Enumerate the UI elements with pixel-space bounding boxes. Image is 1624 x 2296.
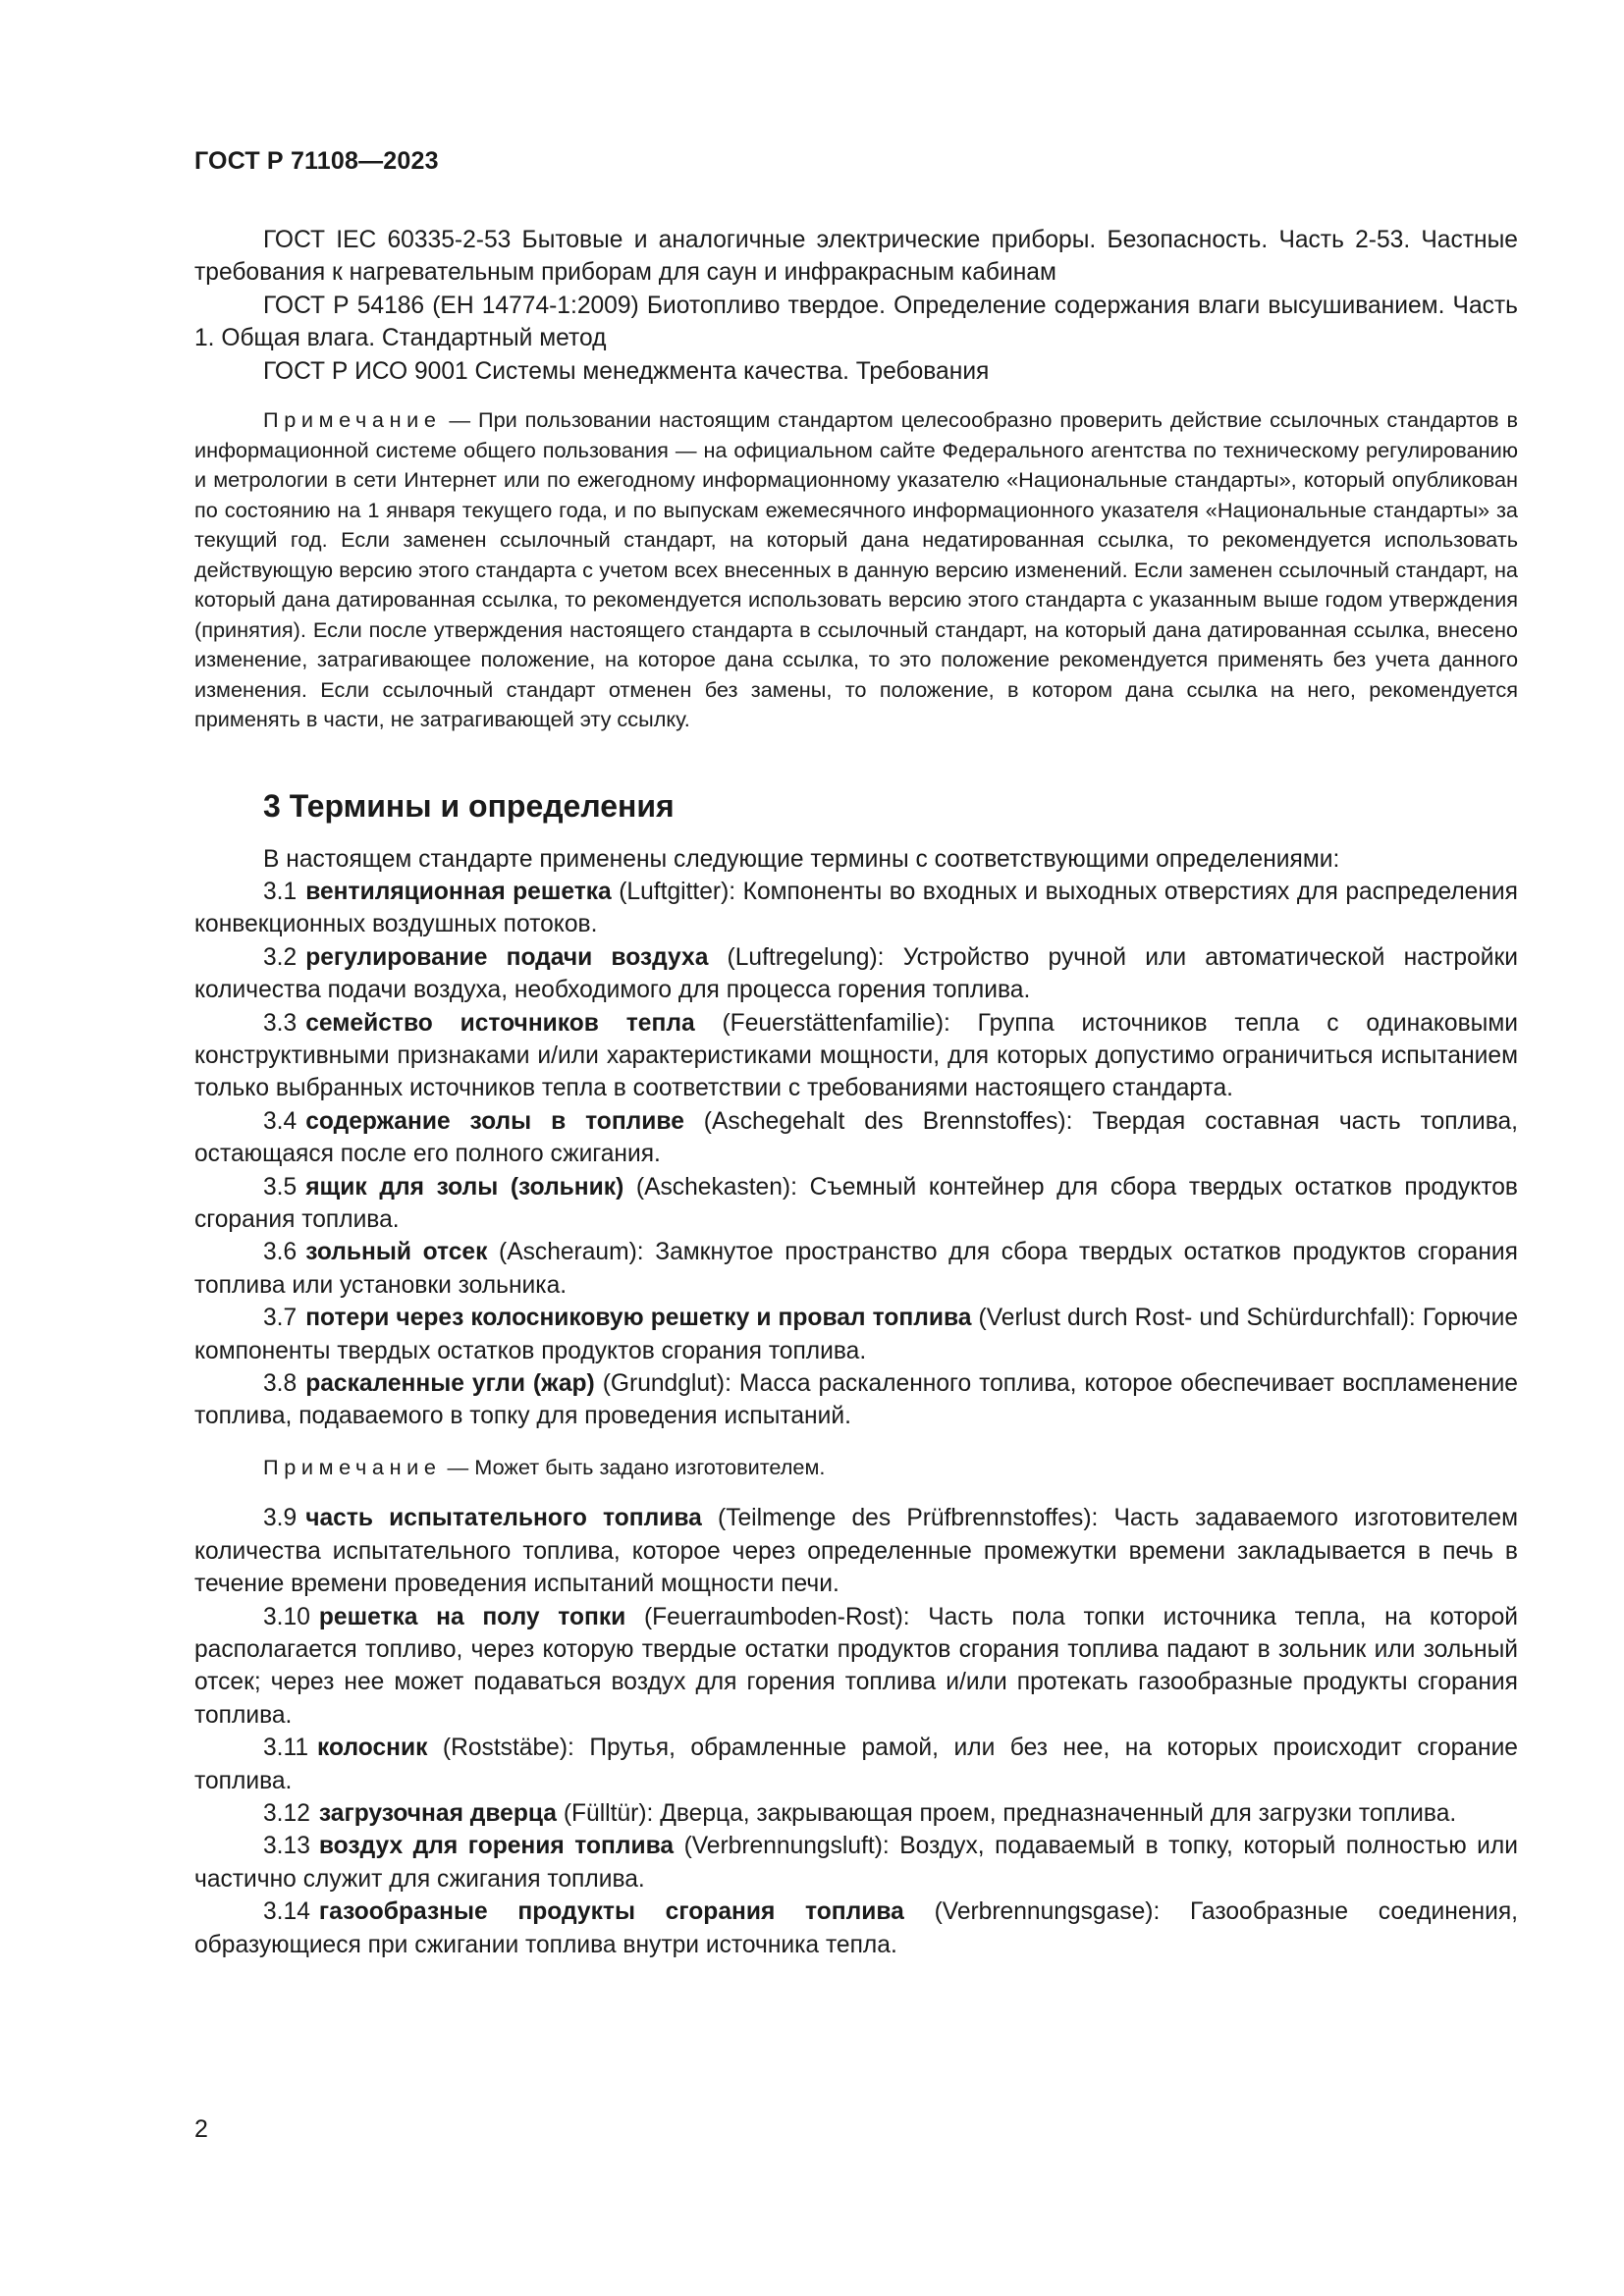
term-number: 3.13	[263, 1833, 310, 1860]
term-definition	[194, 1007, 1518, 1105]
term-text: (Verbrennungsgase): Газообразные соединения, образующиеся при сжигании топлива внутри источника тепла.	[194, 1898, 1518, 1958]
term-definition	[194, 1302, 1518, 1367]
term-definition	[194, 1601, 1518, 1733]
term-text: (Luftregelung): Устройство ручной или автоматической настройки количества подачи воздуха, необходимого для процесса горения топлива.	[194, 943, 1518, 1004]
term-name: газообразные продукты сгорания топлива	[318, 1898, 904, 1926]
term-text: (Aschegehalt des Brennstoffes): Твердая составная часть топлива, остающаяся после его полного сжигания.	[194, 1107, 1518, 1168]
note-label: Примечание	[263, 407, 442, 433]
term-text: (Teilmenge des Prüfbrennstoffes): Часть задаваемого изготовителем количества испытательного топлива, которое через определенные промежутки времени закладывается в печь в течение времени проведения испытаний мощности печи.	[194, 1505, 1518, 1598]
term-name: загрузочная дверца	[318, 1800, 557, 1827]
term-definition	[194, 1732, 1518, 1797]
term-definition	[194, 876, 1518, 941]
term-name: колосник	[317, 1735, 428, 1762]
term-text: (Ascheraum): Замкнутое пространство для сбора твердых остатков продуктов сгорания топлива или установки зольника.	[194, 1239, 1518, 1299]
term-number: 3.14	[263, 1898, 310, 1926]
page-number: 2	[194, 2115, 208, 2143]
term-name: регулирование подачи воздуха	[305, 943, 709, 971]
term-number: 3.2	[263, 943, 298, 971]
term-definition	[194, 1236, 1518, 1302]
document-header: ГОСТ Р 71108—2023	[194, 147, 439, 175]
term-text: (Fülltür): Дверца, закрывающая проем, предназначенный для загрузки топлива.	[556, 1800, 1457, 1827]
term-name: семейство источников тепла	[305, 1009, 695, 1037]
term-definition	[194, 1171, 1518, 1237]
term-name: содержание золы в топливе	[305, 1107, 684, 1135]
note-label: Примечание	[263, 1454, 442, 1479]
reference-item: ГОСТ IEC 60335-2-53 Бытовые и аналогичные электрические приборы. Безопасность. Часть 2-53. Частные требования к нагревательным приборам для саун и инфракрасным кабинам	[194, 227, 1518, 287]
term-number: 3.3	[263, 1009, 298, 1037]
term-definition	[194, 941, 1518, 1007]
term-name: часть испытательного топлива	[305, 1505, 702, 1532]
term-text: (Roststäbe): Прутья, обрамленные рамой, или без нее, на которых происходит сгорание топлива.	[194, 1735, 1518, 1794]
term-text: (Verlust durch Rost- und Schürdurchfall): Горючие компоненты твердых остатков продуктов сгорания топлива.	[194, 1305, 1519, 1364]
reference-item: ГОСТ Р ИСО 9001 Системы менеджмента качества. Требования	[263, 357, 990, 385]
term-number: 3.8	[263, 1370, 298, 1398]
term-definition	[194, 1797, 1518, 1830]
section-heading: 3 Термины и определения	[263, 787, 675, 824]
reference-note	[194, 405, 1518, 735]
term-name: раскаленные угли (жар)	[305, 1370, 595, 1398]
term-number: 3.10	[263, 1603, 310, 1630]
term-name: ящик для золы (зольник)	[305, 1173, 624, 1201]
document-body	[194, 224, 1518, 1961]
term-number: 3.4	[263, 1107, 298, 1135]
term-note	[194, 1453, 1518, 1483]
term-definition	[194, 1502, 1518, 1600]
term-definition	[194, 1896, 1518, 1961]
term-number: 3.11	[263, 1735, 309, 1762]
reference-item: ГОСТ Р 54186 (ЕН 14774-1:2009) Биотопливо твердое. Определение содержания влаги высушиванием. Часть 1. Общая влага. Стандартный метод	[194, 292, 1518, 352]
term-name: потери через колосниковую решетку и провал топлива	[305, 1305, 972, 1332]
note-text: — Может быть задано изготовителем.	[441, 1454, 826, 1479]
term-name: вентиляционная решетка	[305, 878, 612, 905]
term-text: (Aschekasten): Съемный контейнер для сбора твердых остатков продуктов сгорания топлива.	[194, 1173, 1518, 1233]
term-name: зольный отсек	[305, 1239, 488, 1266]
term-text: (Grundglut): Масса раскаленного топлива, которое обеспечивает воспламенение топлива, подаваемого в топку для проведения испытаний.	[194, 1370, 1518, 1430]
term-number: 3.12	[263, 1800, 310, 1827]
term-definition	[194, 1105, 1518, 1171]
term-number: 3.6	[263, 1239, 298, 1266]
term-name: воздух для горения топлива	[318, 1833, 675, 1860]
note-text: — При пользовании настоящим стандартом целесообразно проверить действие ссылочных стандартов в информационной системе общего пользования — на официальном сайте Федерального агентства по техническому регулированию и метрологии в сети Интернет или по ежегодному информационному указателю «Национальные стандарты», который опубликован по состоянию на 1 января текущего года, и по выпускам ежемесячного информационного указателя «Национальные стандарты» за текущий год. Если заменен ссылочный стандарт, на который дана недатированная ссылка, то рекомендуется использовать действующую версию этого стандарта с учетом всех внесенных в данную версию изменений. Если заменен ссылочный стандарт, на который дана датированная ссылка, то рекомендуется использовать версию этого стандарта с указанным выше годом утверждения (принятия). Если после утверждения настоящего стандарта в ссылочный стандарт, на который дана датированная ссылка, внесено изменение, затрагивающее положение, на которое дана ссылка, то это положение рекомендуется применять без учета данного изменения. Если ссылочный стандарт отменен без замены, то положение, в котором дана ссылка на него, рекомендуется применять в части, не затрагивающей эту ссылку.	[194, 407, 1518, 732]
term-number: 3.1	[263, 878, 298, 905]
term-number: 3.7	[263, 1305, 298, 1332]
term-text: (Verbrennungsluft): Воздух, подаваемый в топку, который полностью или частично служит для сжигания топлива.	[194, 1833, 1518, 1893]
term-number: 3.9	[263, 1505, 298, 1532]
section-intro: В настоящем стандарте применены следующие термины с соответствующими определениями:	[263, 845, 1340, 873]
term-definition	[194, 1830, 1518, 1896]
term-text: (Feuerraumboden-Rost): Часть пола топки источника тепла, на которой располагается топливо, через которую твердые остатки продуктов сгорания топлива падают в зольник или зольный отсек; через нее может подаваться воздух для горения топлива и/или протекать газообразные продукты сгорания топлива.	[194, 1603, 1518, 1729]
term-number: 3.5	[263, 1173, 298, 1201]
term-definition	[194, 1367, 1518, 1433]
term-name: решетка на полу топки	[318, 1603, 626, 1630]
term-text: (Feuerstättenfamilie): Группа источников тепла с одинаковыми конструктивными признаками и/или характеристиками мощности, для которых допустимо ограничиться испытанием только выбранных источников тепла в соответствии с требованиями настоящего стандарта.	[194, 1009, 1518, 1102]
term-text: (Luftgitter): Компоненты во входных и выходных отверстиях для распределения конвекционных воздушных потоков.	[194, 878, 1518, 938]
